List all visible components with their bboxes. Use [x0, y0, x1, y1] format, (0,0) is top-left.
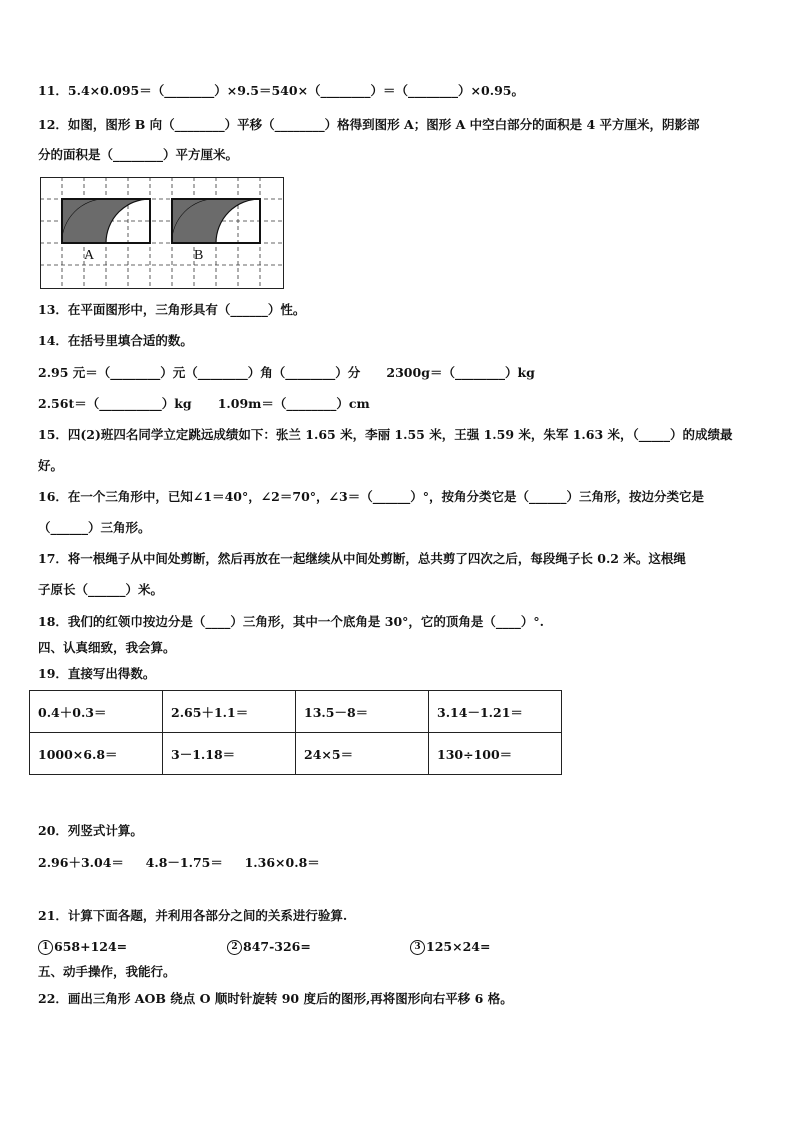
question-14: 14．在括号里填合适的数。	[38, 333, 193, 348]
question-18: 18．我们的红领巾按边分是（____）三角形，其中一个底角是 30°，它的顶角是（____）°.	[38, 614, 544, 629]
question-20: 20．列竖式计算。	[38, 823, 143, 838]
question-16-line1: 16．在一个三角形中，已知∠1＝40°，∠2＝70°，∠3＝（______）°，按角分类它是（______）三角形，按边分类它是	[38, 489, 704, 504]
q21-item-2: 2 847-326=	[227, 939, 311, 955]
circled-number: 2	[227, 940, 242, 955]
table-row	[30, 691, 562, 733]
q21-item-3: 3 125×24=	[410, 939, 490, 955]
table-cell: 24×5＝	[296, 733, 429, 775]
section-4-heading: 四、认真细致，我会算。	[38, 640, 176, 655]
question-16-line2: （______）三角形。	[38, 520, 151, 535]
circled-number: 3	[410, 940, 425, 955]
table-cell: 3.14－1.21＝	[429, 691, 562, 733]
question-12-line1: 12．如图，图形 B 向（________）平移（________）格得到图形 A；图形 A 中空白部分的面积是 4 平方厘米，阴影部	[38, 117, 700, 132]
mental-math-table	[29, 690, 562, 775]
label-b: B	[194, 248, 204, 263]
question-12-line2: 分的面积是（________）平方厘米。	[38, 147, 239, 162]
question-15-line1: 15．四(2)班四名同学立定跳远成绩如下：张兰 1.65 米，李丽 1.55 米，王强 1.59 米，朱军 1.63 米，（_____）的成绩最	[38, 427, 733, 442]
question-17-line1: 17．将一根绳子从中间处剪断，然后再放在一起继续从中间处剪断，总共剪了四次之后，每段绳子长 0.2 米。这根绳	[38, 551, 686, 566]
table-row	[30, 733, 562, 775]
table-cell: 1000×6.8＝	[30, 733, 163, 775]
question-20-items: 2.96＋3.04＝ 4.8－1.75＝ 1.36×0.8＝	[38, 855, 320, 870]
question-22: 22．画出三角形 AOB 绕点 O 顺时针旋转 90 度后的图形,再将图形向右平移 6 格。	[38, 991, 513, 1006]
grid-figure	[40, 177, 284, 289]
question-21: 21．计算下面各题，并利用各部分之间的关系进行验算.	[38, 908, 348, 923]
shape-a	[62, 199, 150, 243]
question-11: 11．5.4×0.095＝（________）×9.5＝540×（________）＝（________）×0.95。	[38, 83, 524, 98]
circled-number: 1	[38, 940, 53, 955]
table-cell: 3－1.18＝	[163, 733, 296, 775]
table-cell: 0.4＋0.3＝	[30, 691, 163, 733]
q21-item-1: 1 658+124=	[38, 939, 127, 955]
table-cell: 130÷100＝	[429, 733, 562, 775]
label-a: A	[84, 248, 95, 263]
question-13: 13．在平面图形中，三角形具有（______）性。	[38, 302, 306, 317]
question-17-line2: 子原长（______）米。	[38, 582, 164, 597]
table-cell: 2.65＋1.1＝	[163, 691, 296, 733]
question-19: 19．直接写出得数。	[38, 666, 156, 681]
question-14-line2: 2.56t＝（__________）kg 1.09m＝（________）cm	[38, 396, 370, 411]
table-cell: 13.5－8＝	[296, 691, 429, 733]
question-15-line2: 好。	[38, 458, 64, 473]
section-5-heading: 五、动手操作，我能行。	[38, 964, 176, 979]
question-14-line1: 2.95 元＝（________）元（________）角（________）分 2300g＝（________）kg	[38, 365, 535, 380]
